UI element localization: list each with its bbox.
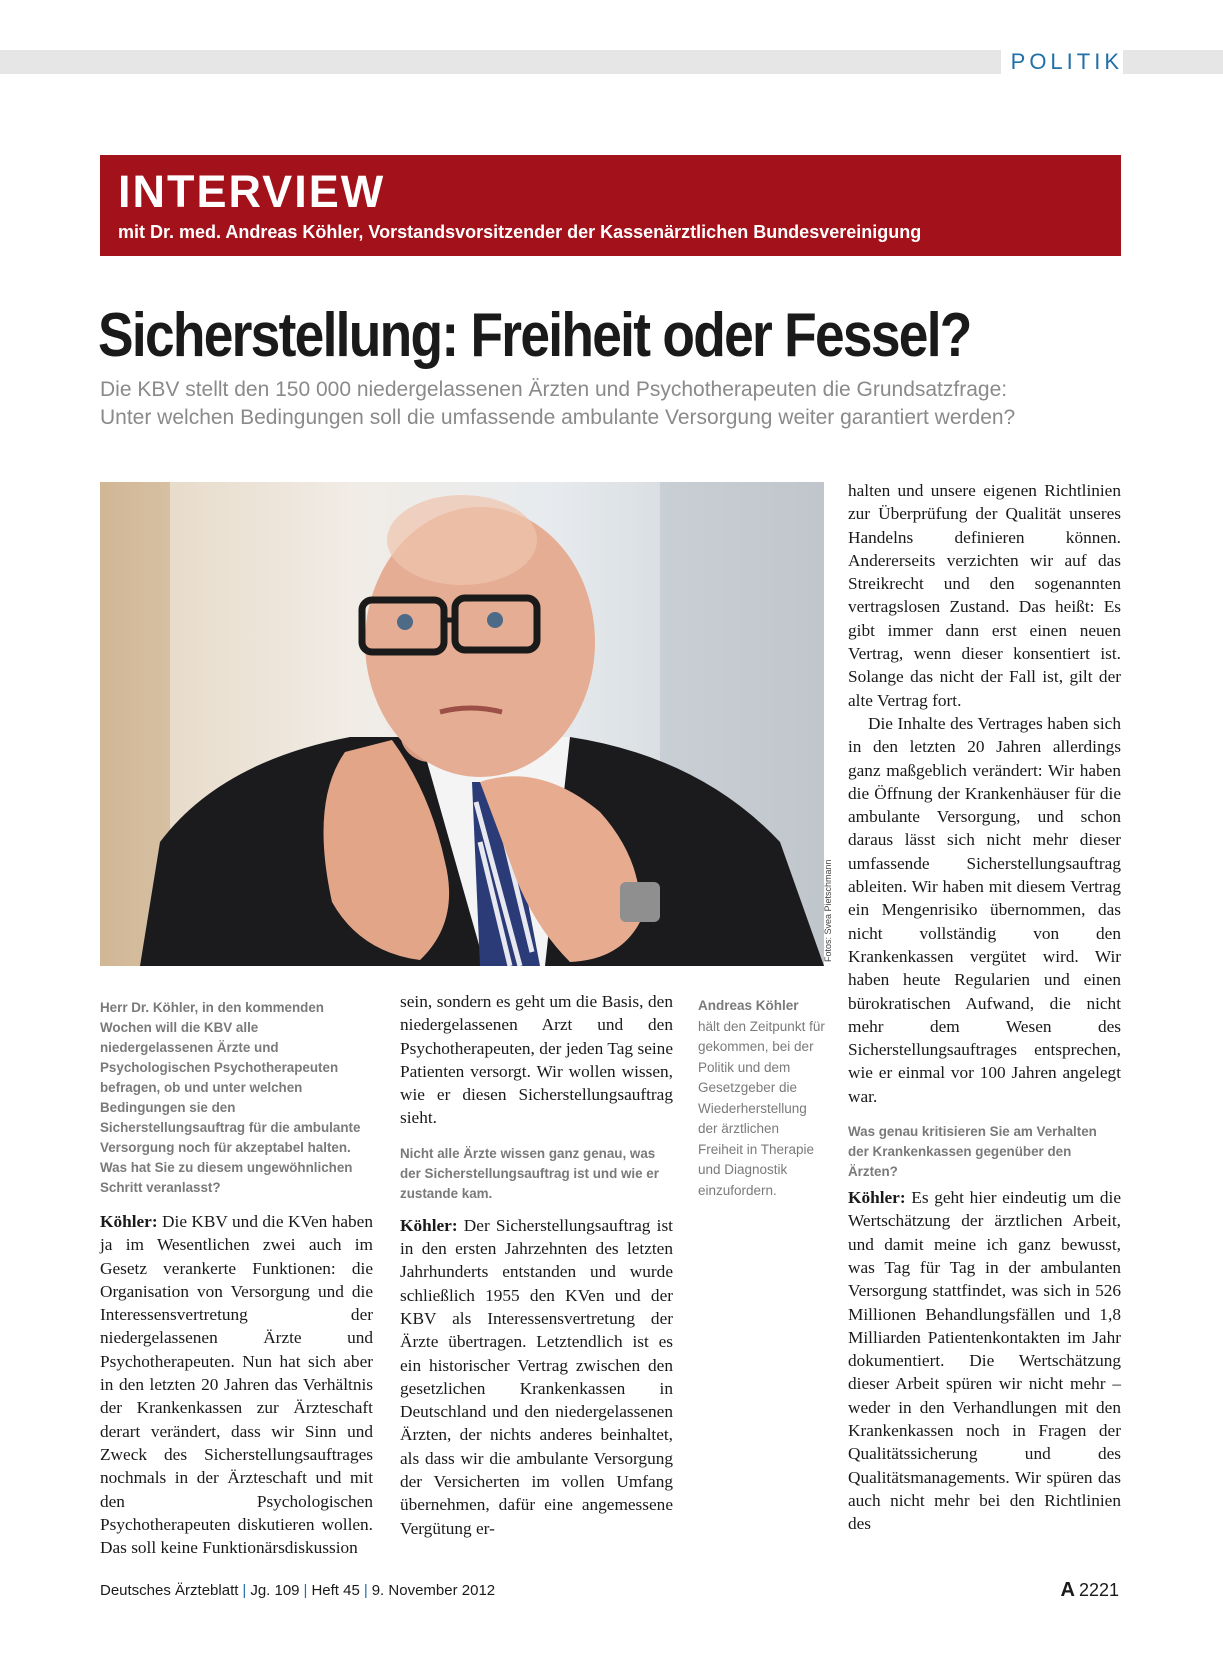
caption-text: hält den Zeitpunkt für gekommen, bei der Politik und dem Gesetzgeber die Wiederherstellung der ärztlichen Freiheit in Therapie und Diagnostik einzufordern.	[698, 1018, 825, 1198]
portrait-illustration	[100, 482, 824, 966]
answer-paragraph: Die Inhalte des Vertrages haben sich in den letzten 20 Jahren allerdings ganz maßgeblich verändert: Wir haben die Öffnung der Krankenhäuser für die ambulante Versorgung, und schon daraus lässt sich nicht mehr dieser umfassende Sicherstellungsauftrag ableiten. Wir haben mit diesem Vertrag ein Mengenrisiko übernommen, das nicht vollständig von den Krankenkassen vergütet wird. Wir haben heute Regularien und einen bürokratischen Aufwand, die nicht mehr dem Wesen des Sicherstellungsauftrages entsprechen, wie er einmal vor 100 Jahren angelegt war.	[848, 713, 1121, 1106]
separator: |	[363, 1582, 368, 1599]
issue-date: 9. November 2012	[371, 1582, 496, 1599]
portrait-photo	[100, 482, 824, 966]
speaker-label: Köhler:	[100, 1212, 158, 1231]
answer-text: Die KBV und die KVen haben ja im Wesentlichen zwei auch im Gesetz verankerte Funktionen: die Organisation von Versorgung und die Interessensvertretung der niedergelassenen Ärzte und Psychotherapeuten. Nun hat sich aber in den letzten 20 Jahren das Verhältnis der Krankenkassen zur Ärzteschaft derart verändert, dass wir Sinn und Zweck des Sicherstellungsauftrages nochmals in der Ärzteschaft und mit den Psychologischen Psychotherapeuten diskutieren wollen. Das soll keine Funktionärsdiskussion	[100, 1212, 373, 1558]
dek	[100, 376, 1130, 432]
interview-question: Was genau kritisieren Sie am Verhalten der Krankenkassen gegenüber den Ärzten?	[848, 1124, 1097, 1180]
speaker-label: Köhler:	[848, 1188, 906, 1208]
interview-answer	[100, 1210, 373, 1559]
issue: Heft 45	[311, 1582, 360, 1599]
column-4	[848, 479, 1121, 1535]
headline: Sicherstellung: Freiheit oder Fessel?	[98, 301, 971, 370]
column-1	[100, 998, 373, 1559]
page-number	[1061, 1578, 1120, 1602]
answer-continuation: sein, sondern es geht um die Basis, den niedergelassenen Arzt und den Psychotherapeuten, der jeden Tag seine Patienten versorgt. Wir wollen wissen, wie er diesen Sicherstellungsauftrag sieht.	[400, 992, 673, 1128]
separator: |	[303, 1582, 308, 1599]
volume: Jg. 109	[250, 1582, 300, 1599]
answer-text: Der Sicherstellungsauftrag ist in den ersten Jahrzehnten des letzten Jahrhunderts entstanden und wurde schließlich 1955 den KVen und der KBV als Interessensvertretung der Ärzte übertragen. Letztendlich ist es ein historischer Vertrag zwischen den gesetzlichen Krankenkassen in Deutschland und den niedergelassenen Ärzten, der nichts anderes beinhaltet, als dass wir die ambulante Versorgung der Versicherten im vollen Umfang übernehmen, dafür eine angemessene Vergütung er-	[400, 1215, 673, 1538]
page-number-value: 2221	[1078, 1580, 1119, 1600]
photo-credit: Fotos: Svea Pietschmann	[823, 859, 833, 962]
answer-text: Es geht hier eindeutig um die Wertschätzung der ärztlichen Arbeit, und damit meine ich ganz bewusst, was Tag für Tag in der ambulanten Versorgung stattfindet, was sich in 526 Millionen Behandlungsfällen und 1,8 Milliarden Patientenkontakten im Jahr dokumentiert. Die Wertschätzung dieser Arbeit spüren wir nicht mehr – weder in den Verhandlungen mit den Krankenkassen noch in Fragen der Qualitätssicherung und des Qualitätsmanagements. Wir spüren das auch nicht mehr bei den Richtlinien des	[848, 1188, 1121, 1534]
journal-name: Deutsches Ärzteblatt	[100, 1582, 239, 1599]
banner-title: INTERVIEW	[118, 166, 386, 217]
photo-caption	[698, 996, 826, 1201]
page-prefix: A	[1060, 1579, 1075, 1601]
footer-citation	[100, 1580, 495, 1602]
interview-answer	[400, 1214, 673, 1540]
banner-subtitle: mit Dr. med. Andreas Köhler, Vorstandsvorsitzender der Kassenärztlichen Bundesvereinigung	[118, 222, 922, 242]
speaker-label: Köhler:	[400, 1215, 458, 1235]
interview-question: Herr Dr. Köhler, in den kommenden Wochen will die KBV alle niedergelassenen Ärzte und Psychologischen Psychotherapeuten befragen, ob und unter welchen Bedingungen sie den Sicherstellungsauftrag für die ambulante Versorgung noch für akzeptabel halten. Was hat Sie zu diesem ungewöhnlichen Schritt veranlasst?	[100, 1000, 361, 1195]
column-2	[400, 990, 673, 1540]
dek-line: Die KBV stellt den 150 000 niedergelassenen Ärzten und Psychotherapeuten die Grundsatzfrage:	[100, 378, 1008, 401]
dek-line: Unter welchen Bedingungen soll die umfassende ambulante Versorgung weiter garantiert werden?	[100, 406, 1016, 429]
caption-name: Andreas Köhler	[698, 998, 799, 1013]
interview-question: Nicht alle Ärzte wissen ganz genau, was der Sicherstellungsauftrag ist und wie er zustande kam.	[400, 1145, 659, 1201]
section-label: POLITIK	[1001, 48, 1123, 76]
answer-continuation: halten und unsere eigenen Richtlinien zur Überprüfung der Qualität unseres Handelns definieren können. Andererseits verzichten wir auf das Streikrecht und den sogenannten vertragslosen Zustand. Das heißt: Es gibt immer dann erst einen neuen Vertrag, wenn dieser konsentiert ist. Solange das nicht der Fall ist, gilt der alte Vertrag fort.	[848, 481, 1121, 710]
interview-banner	[100, 155, 1121, 256]
interview-answer	[848, 1186, 1121, 1535]
separator: |	[242, 1582, 247, 1599]
